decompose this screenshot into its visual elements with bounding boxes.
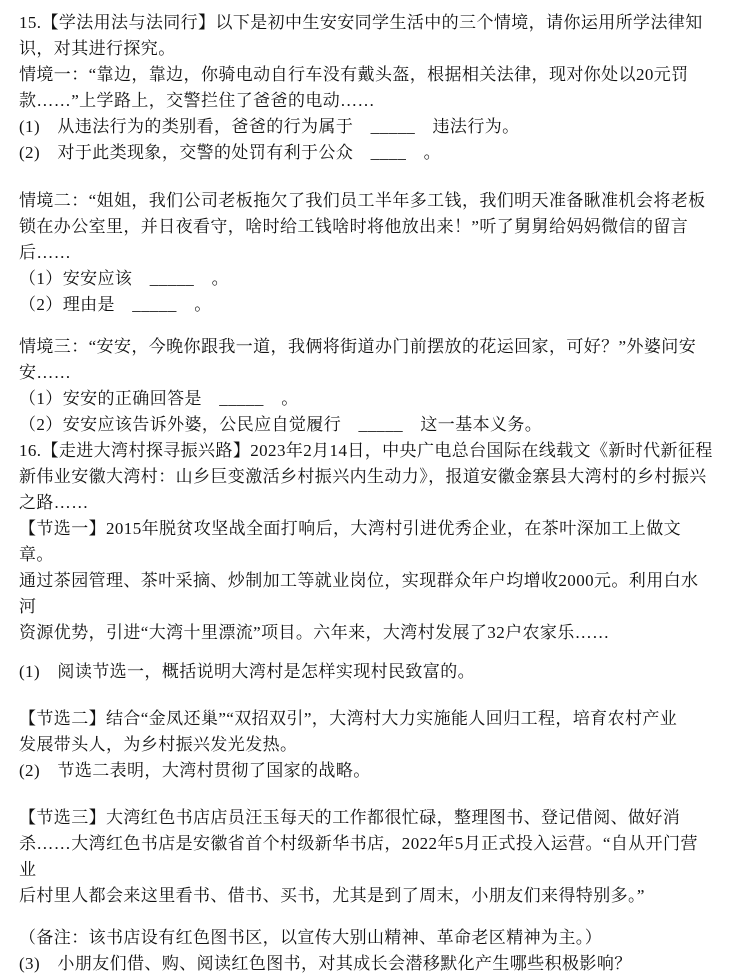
q16-subquestion-1-text: (1) 阅读节选一，概括说明大湾村是怎样实现村民致富的。 [19,662,476,681]
q16-heading-line: 之路…… [19,493,89,512]
scenario1-subquestion-2: (2) 对于此类现象，交警的处罚有利于公众 ____ 。 [19,143,442,162]
q16-excerpt-1 [19,516,714,646]
q16-note-text: （备注：该书店设有红色图书区，以宣传大别山精神、革命老区精神为主。） [19,928,603,947]
q15-heading-line: 识，对其进行探究。 [19,39,176,58]
q16-excerpt-2 [19,706,714,784]
scenario3-text-line: 情境三：“安安，今晚你跟我一道，我俩将街道办门前摆放的花运回家，可好？”外婆问安 [19,337,697,356]
scenario1-text-line: 情境一：“靠边，靠边，你骑电动自行车没有戴头盔，根据相关法律，现对你处以20元罚 [19,65,689,84]
scenario3-subquestion-2: （2）安安应该告诉外婆，公民应自觉履行 _____ 这一基本义务。 [19,415,543,434]
scenario3-subquestion-1: （1）安安的正确回答是 _____ 。 [19,389,299,408]
excerpt1-text-line: 【节选一】2015年脱贫攻坚战全面打响后，大湾村引进优秀企业，在茶叶深加工上做文章。 [19,519,681,564]
excerpt1-text-line: 通过茶园管理、茶叶采摘、炒制加工等就业岗位，实现群众年户均增收2000元。利用白水河 [19,571,699,616]
scenario2-subquestion-2: （2）理由是 _____ 。 [19,295,212,314]
q16-subquestion-3-text: (3) 小朋友们借、购、阅读红色图书，对其成长会潜移默化产生哪些积极影响？ [19,954,632,973]
scenario1-text-line: 款……”上学路上，交警拦住了爸爸的电动…… [19,91,375,110]
q16-subquestion-2-text: (2) 节选二表明，大湾村贯彻了国家的战略。 [19,761,371,780]
excerpt2-text-line: 【节选二】结合“金凤还巢”“双招双引”，大湾村大力实施能人回归工程，培育农村产业 [19,709,678,728]
q15-scenario-3 [19,334,714,438]
scenario2-text-line: 情境二：“姐姐，我们公司老板拖欠了我们员工半年多工钱，我们明天准备瞅准机会将老板 [19,191,706,210]
question-15 [19,10,714,62]
excerpt3-text-line: 杀……大湾红色书店是安徽省首个村级新华书店，2022年5月正式投入运营。“自从开门营业 [19,834,698,879]
excerpt3-text-line: 【节选三】大湾红色书店店员汪玉每天的工作都很忙碌，整理图书、登记借阅、做好消 [19,808,681,827]
q15-scenario-2 [19,188,714,318]
q16-subquestion-1 [19,659,714,685]
scenario2-text-line: 锁在办公室里，并日夜看守，啥时给工钱啥时将他放出来！”听了舅舅给妈妈微信的留言 [19,217,689,236]
q16-excerpt-3 [19,805,714,909]
scenario2-text-line: 后…… [19,243,72,262]
excerpt2-text-line: 发展带头人，为乡村振兴发光发热。 [19,735,298,754]
excerpt3-text-line: 后村里人都会来这里看书、借书、买书，尤其是到了周末，小朋友们来得特别多。” [19,886,645,905]
q16-note-and-question [19,925,714,977]
question-16 [19,438,714,516]
scenario1-subquestion-1: (1) 从违法行为的类别看，爸爸的行为属于 _____ 违法行为。 [19,117,520,136]
scenario2-subquestion-1: （1）安安应该 _____ 。 [19,269,229,288]
scenario3-text-line: 安…… [19,363,72,382]
q16-heading-line: 16.【走进大湾村探寻振兴路】2023年2月14日，中央广电总台国际在线载文《新时代新征程 [19,441,713,460]
q15-scenario-1 [19,62,714,166]
q15-heading-line: 15.【学法用法与法同行】以下是初中生安安同学生活中的三个情境，请你运用所学法律知 [19,13,703,32]
excerpt1-text-line: 资源优势，引进“大湾十里漂流”项目。六年来，大湾村发展了32户农家乐…… [19,623,610,642]
q16-heading-line: 新伟业安徽大湾村：山乡巨变激活乡村振兴内生动力》，报道安徽金寨县大湾村的乡村振兴 [19,467,707,486]
